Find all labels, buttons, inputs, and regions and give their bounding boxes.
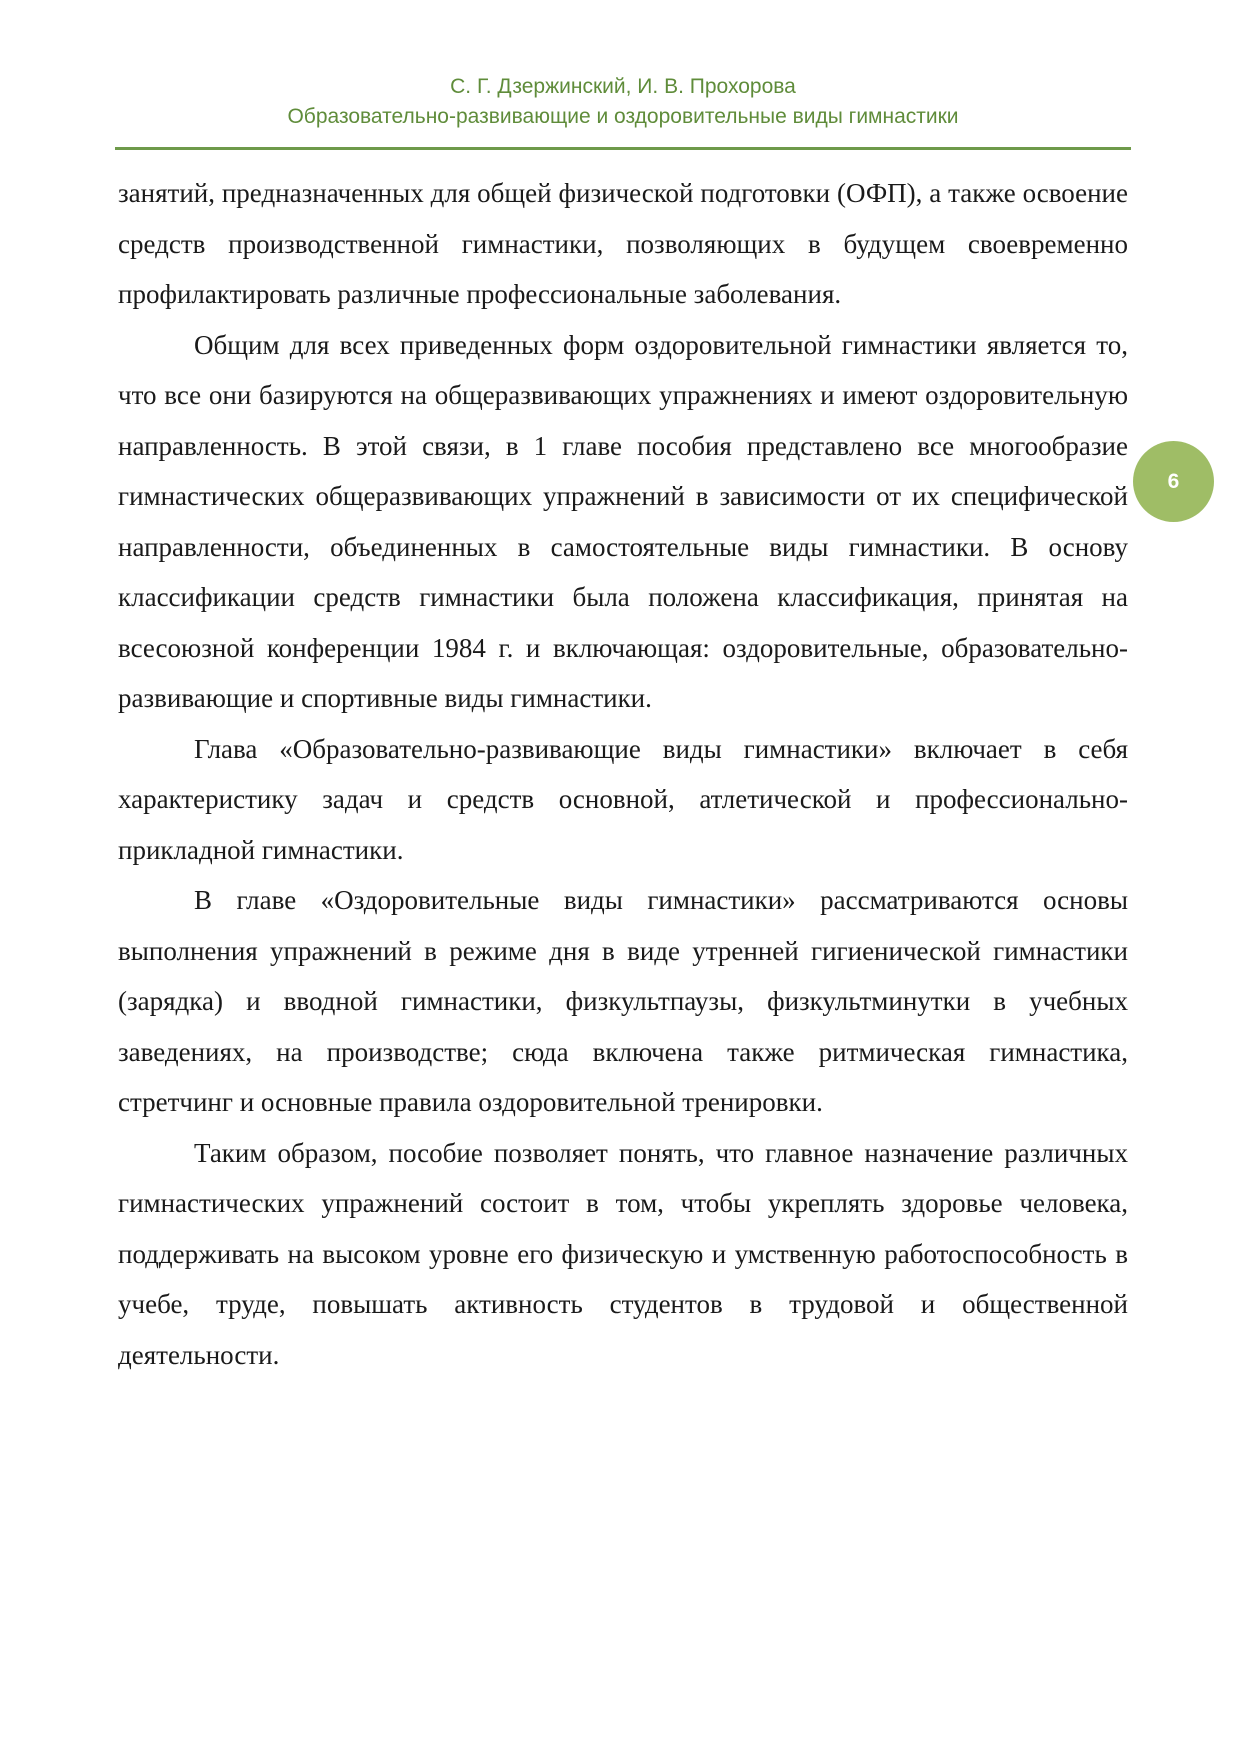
running-header [115, 72, 1131, 132]
paragraph-3: Глава «Образовательно-развивающие виды гимнастики» включает в себя характеристику задач и средств основной, атлетической и профессионально-прикладной гимнастики. [118, 733, 1128, 865]
header-book-title: Образовательно-развивающие и оздоровительные виды гимнастики [287, 105, 959, 128]
header-authors: С. Г. Дзержинский, И. В. Прохорова [450, 75, 796, 98]
paragraph-2: Общим для всех приведенных форм оздоровительной гимнастики является то, что все они базируются на общеразвивающих упражнениях и имеют оздоровительную направленность. В этой связи, в 1 главе пособия представлено все многообразие гимнастических общеразвивающих упражнений в зависимости от их специфической направленности, объединенных в самостоятельные виды гимнастики. В основу классификации средств гимнастики была положена классификация, принятая на всесоюзной конференции 1984 г. и включающая: оздоровительные, образовательно-развивающие и спортивные виды гимнастики. [118, 329, 1128, 713]
body-text [118, 168, 1128, 1380]
paragraph-5: Таким образом, пособие позволяет понять, что главное назначение различных гимнастических упражнений состоит в том, чтобы укреплять здоровье человека, поддерживать на высоком уровне его физическую и умственную работоспособность в учебе, труде, повышать активность студентов в трудовой и общественной деятельности. [118, 1137, 1128, 1370]
header-divider [115, 147, 1131, 150]
page-number: 6 [1167, 469, 1180, 493]
page-number-badge [1133, 441, 1214, 522]
paragraph-4: В главе «Оздоровительные виды гимнастики» рассматриваются основы выполнения упражнений в режиме дня в виде утренней гигиенической гимнастики (зарядка) и вводной гимнастики, физкультпаузы, физкультминутки в учебных заведениях, на производстве; сюда включена также ритмическая гимнастика, стретчинг и основные правила оздоровительной тренировки. [118, 885, 1128, 1117]
paragraph-1: занятий, предназначенных для общей физической подготовки (ОФП), а также освоение средств производственной гимнастики, позволяющих в будущем своевременно профилактировать различные профессиональные заболевания. [118, 178, 1128, 309]
